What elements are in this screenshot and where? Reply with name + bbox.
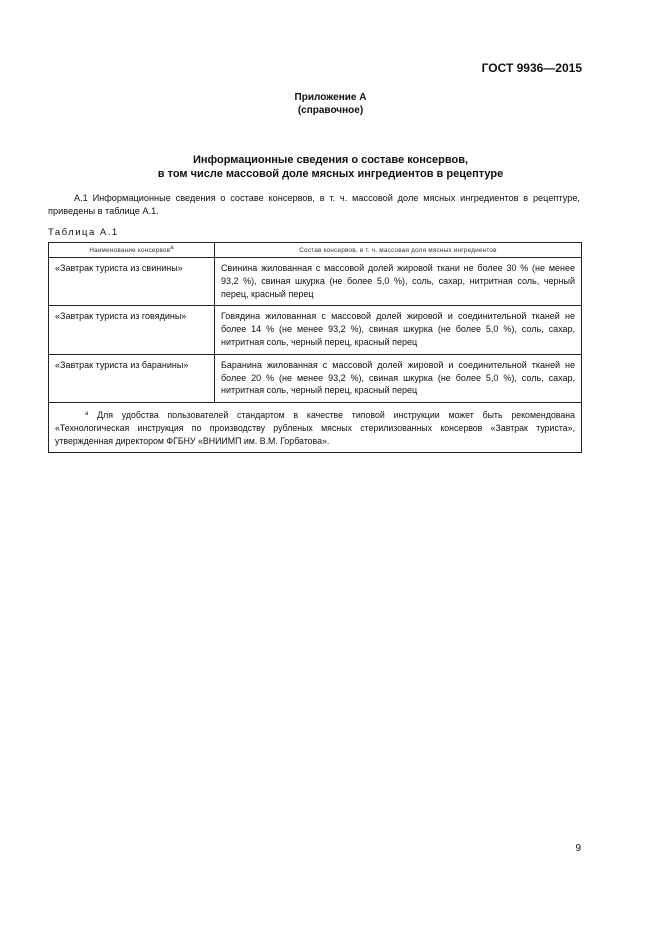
page-number: 9 (575, 843, 581, 854)
product-name-cell: «Завтрак туриста из говядины» (49, 306, 215, 354)
intro-paragraph-text: А.1 Информационные сведения о составе консервов, в т. ч. массовой доле мясных ингредиентов в рецептуре, приведены в таблице А.1. (48, 193, 580, 216)
table-row (49, 306, 582, 354)
standard-code: ГОСТ 9936—2015 (481, 61, 582, 75)
product-name-cell: «Завтрак туриста из свинины» (49, 258, 215, 306)
table-row (49, 354, 582, 402)
footnote-text: Для удобства пользователей стандартом в качестве типовой инструкции может быть рекомендована «Технологическая инструкция по производству рубленых мясных стерилизованных консервов «Завтрак туриста», утвержденная директором ФГБНУ «ВНИИМП им. В.М. Горбатова». (55, 410, 575, 446)
annex-heading (0, 91, 661, 117)
product-name-cell: «Завтрак туриста из баранины» (49, 354, 215, 402)
footnote-mark: а (85, 411, 89, 418)
composition-cell: Баранина жилованная с массовой долей жировой и соединительной тканей не более 20 % (не менее 93,2 %), свиная шкурка (не более 5,0 %), соль, сахар, нитритная соль, черный перец, красный перец (215, 354, 582, 402)
annex-type: (справочное) (297, 105, 364, 116)
table-footnote (49, 403, 582, 452)
table-header-row (49, 243, 582, 258)
footnote-mark: а (170, 245, 174, 251)
table-caption: Таблица А.1 (48, 227, 119, 238)
intro-paragraph (48, 192, 580, 218)
column-header-name-text: Наименование консервов (89, 247, 171, 254)
composition-cell: Говядина жилованная с массовой долей жировой и соединительной тканей не более 14 % (не менее 93,2 %), свиная шкурка (не более 5,0 %), соль, сахар, нитритная соль, черный перец, красный перец (215, 306, 582, 354)
composition-cell: Свинина жилованная с массовой долей жировой ткани не более 30 % (не менее 93,2 %), свиная шкурка (не более 5,0 %), соль, сахар, нитритная соль, черный перец, красный перец (215, 258, 582, 306)
section-title-line1: Информационные сведения о составе консервов, (192, 154, 469, 166)
table-row (49, 258, 582, 306)
column-header-name (49, 243, 215, 258)
column-header-composition: Состав консервов, в т. ч. массовая доля мясных ингредиентов (215, 243, 582, 258)
section-title-line2: в том числе массовой доле мясных ингредиентов в рецептуре (157, 168, 504, 180)
annex-title: Приложение А (294, 92, 367, 103)
table-footnote-row (49, 403, 582, 452)
composition-table (48, 242, 582, 453)
section-title (0, 153, 661, 181)
